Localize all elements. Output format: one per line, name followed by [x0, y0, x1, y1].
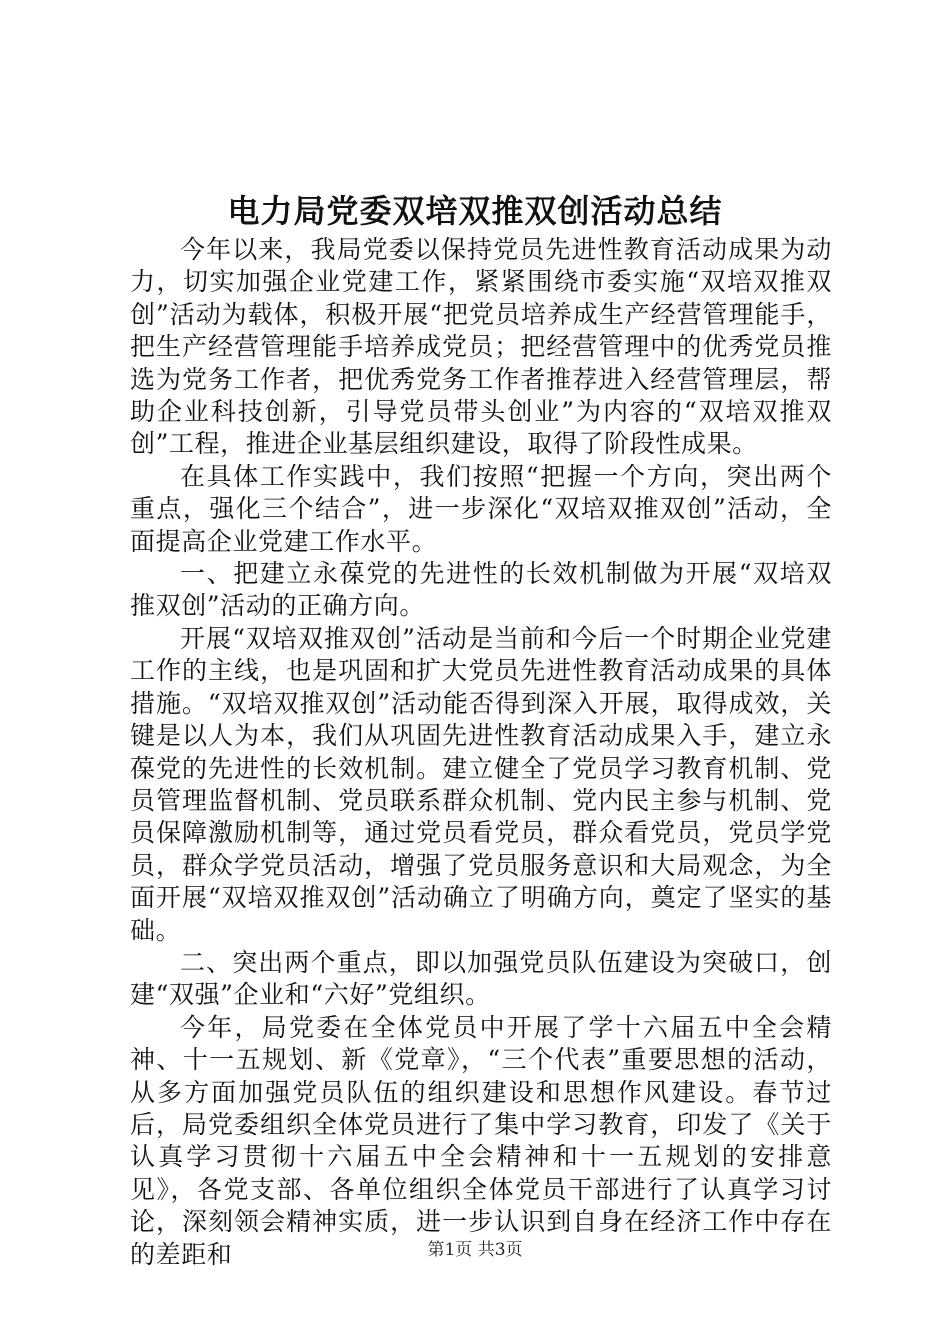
paragraph-approach: 在具体工作实践中，我们按照“把握一个方向，突出两个重点，强化三个结合”，进一步深化“双培双推双创”活动，全面提高企业党建工作水平。: [130, 461, 832, 556]
page-footer: 第1页 共3页: [427, 1240, 523, 1260]
section-heading-one: 一、把建立永葆党的先进性的长效机制做为开展“双培双推双创”活动的正确方向。: [130, 559, 832, 621]
document-body: [130, 234, 832, 1271]
section-heading-two: 二、突出两个重点，即以加强党员队伍建设为突破口，创建“双强”企业和“六好”党组织。: [130, 947, 832, 1010]
paragraph-section-two: 今年，局党委在全体党员中开展了学十六届五中全会精神、十一五规划、新《党章》，“三个代表”重要思想的活动，从多方面加强党员队伍的组织建设和思想作风建设。春节过后，局党委组织全体党员进行了集中学习教育，印发了《关于认真学习贯彻十六届五中全会精神和十一五规划的安排意见》，各党支部、各单位组织全体党员干部进行了认真学习讨论，深刻领会精神实质，进一步认识到自身在经济工作中存在的差距和: [130, 1012, 832, 1269]
paragraph-section-one: 开展“双培双推双创”活动是当前和今后一个时期企业党建工作的主线，也是巩固和扩大党员先进性教育活动成果的具体措施。“双培双推双创”活动能否得到深入开展，取得成效，关键是以人为本，我们从巩固先进性教育活动成果入手，建立永葆党的先进性的长效机制。建立健全了党员学习教育机制、党员管理监督机制、党员联系群众机制、党内民主参与机制、党员保障激励机制等，通过党员看党员，群众看党员，党员学党员，群众学党员活动，增强了党员服务意识和大局观念，为全面开展“双培双推双创”活动确立了明确方向，奠定了坚实的基础。: [130, 623, 832, 945]
document-title: 电力局党委双培双推双创活动总结: [227, 192, 723, 230]
paragraph-intro: 今年以来，我局党委以保持党员先进性教育活动成果为动力，切实加强企业党建工作，紧紧围绕市委实施“双培双推双创”活动为载体，积极开展“把党员培养成生产经营管理能手，把生产经营管理能手培养成党员；把经营管理中的优秀党员推选为党务工作者，把优秀党务工作者推荐进入经营管理层，帮助企业科技创新，引导党员带头创业”为内容的“双培双推双创”工程，推进企业基层组织建设，取得了阶段性成果。: [130, 235, 832, 459]
